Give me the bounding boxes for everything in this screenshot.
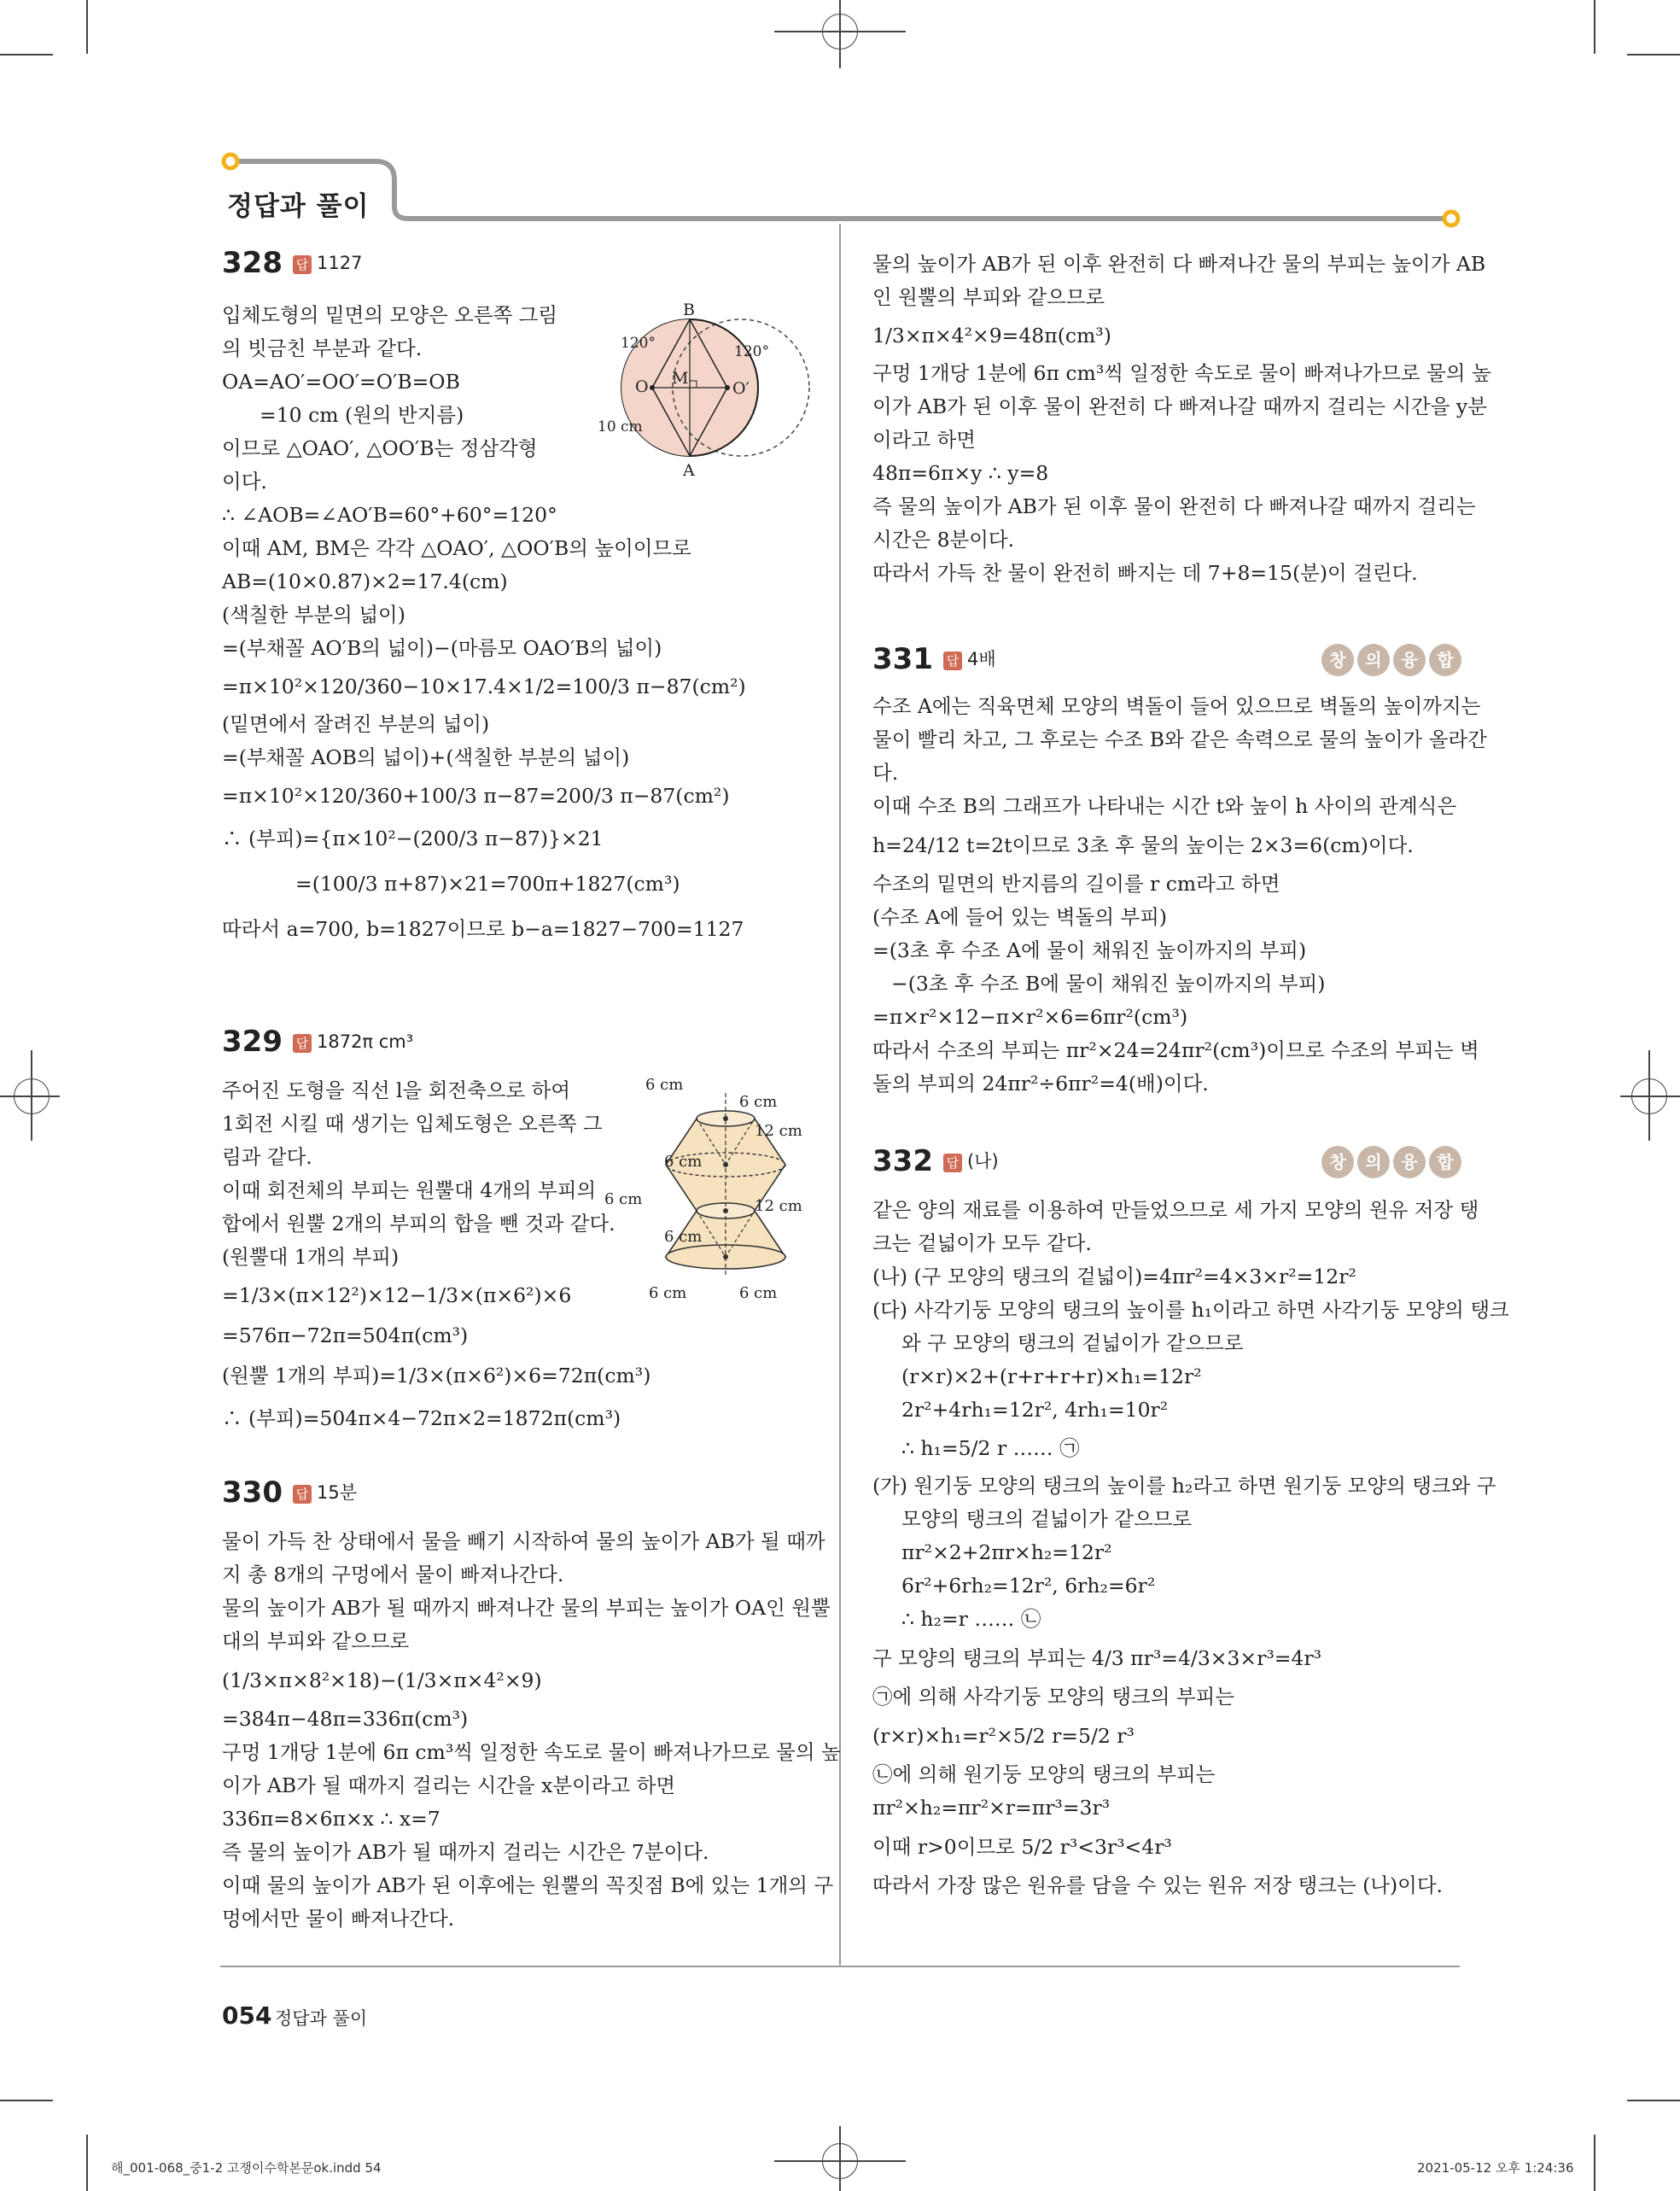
text-line: ∴ h₁=5/2 r …… ㉠ [901, 1436, 1080, 1460]
text-line: 이때 수조 B의 그래프가 나타내는 시간 t와 높이 h 사이의 관계식은 [872, 794, 1457, 818]
text-line: 즉 물의 높이가 AB가 될 때까지 걸리는 시간은 7분이다. [222, 1840, 709, 1864]
answer-mark-icon: 답 [943, 1154, 962, 1172]
text-line: 구멍 1개당 1분에 6π cm³씩 일정한 속도로 물이 빠져나가므로 물의 높 [222, 1740, 841, 1764]
figure-label-length: 6 cm [664, 1228, 703, 1246]
text-line: 인 원뿔의 부피와 같으므로 [872, 285, 1105, 309]
text-line: 구멍 1개당 1분에 6π cm³씩 일정한 속도로 물이 빠져나가므로 물의 높 [872, 361, 1491, 385]
text-line: −(3초 후 수조 B에 물이 채워진 높이까지의 부피) [891, 972, 1326, 996]
text-line: =384π−48π=336π(cm³) [222, 1707, 469, 1731]
problem-332-heading [872, 1144, 999, 1178]
answer-value: 1872π cm³ [316, 1031, 414, 1052]
text-line: =10 cm (원의 반지름) [260, 403, 464, 427]
text-line: =π×r²×12−π×r²×6=6πr²(cm³) [872, 1005, 1188, 1029]
text-line: (나) (구 모양의 탱크의 겉넓이)=4πr²=4×3×r²=12r² [872, 1265, 1356, 1288]
text-line: 모양의 탱크의 겉넓이가 같으므로 [901, 1507, 1193, 1531]
text-line: 시간은 8분이다. [872, 528, 1015, 552]
text-line: OA=AO′=OO′=O′B=OB [222, 370, 460, 394]
problem-329-heading [222, 1025, 413, 1059]
text-line: 수조 A에는 직육면체 모양의 벽돌이 들어 있으므로 벽돌의 높이까지는 [872, 694, 1481, 718]
badge-char: 합 [1429, 1146, 1461, 1178]
text-line: =(부채꼴 AOB의 넓이)+(색칠한 부분의 넓이) [222, 745, 630, 769]
text-line: 크는 겉넓이가 모두 같다. [872, 1231, 1092, 1255]
text-line: 이가 AB가 된 이후 물이 완전히 다 빠져나갈 때까지 걸리는 시간을 y분 [872, 394, 1487, 418]
figure-label-length: 12 cm [755, 1197, 802, 1215]
text-line: ∴ h₂=r …… ㉡ [901, 1607, 1041, 1631]
badge-char: 융 [1393, 644, 1426, 676]
figure-label-length: 10 cm [598, 418, 643, 435]
text-line: 이가 AB가 될 때까지 걸리는 시간을 x분이라고 하면 [222, 1773, 676, 1797]
text-line: ∴ (부피)=504π×4−72π×2=1872π(cm³) [222, 1406, 621, 1430]
text-line: =π×10²×120/360−10×17.4×1/2=100/3 π−87(cm²) [222, 675, 746, 698]
figure-label-A: A [683, 461, 695, 480]
text-line: 입체도형의 밑면의 모양은 오른쪽 그림 [222, 303, 558, 327]
text-line: (원뿔 1개의 부피)=1/3×(π×6²)×6=72π(cm³) [222, 1364, 651, 1388]
answer-value: (나) [966, 1151, 999, 1171]
problem-331-heading [872, 642, 996, 676]
page-number: 054 [222, 2001, 272, 2030]
answer-mark-icon: 답 [293, 255, 312, 274]
problem-number: 330 [222, 1475, 283, 1510]
text-line: AB=(10×0.87)×2=17.4(cm) [222, 570, 508, 593]
text-line: 돌의 부피의 24πr²÷6πr²=4(배)이다. [872, 1072, 1209, 1096]
problem-330-heading [222, 1475, 357, 1510]
text-line: (수조 A에 들어 있는 벽돌의 부피) [872, 905, 1168, 929]
text-line: 대의 부피와 같으므로 [222, 1629, 410, 1653]
figure-329-solid [640, 1084, 811, 1281]
answer-mark-icon: 답 [293, 1485, 312, 1504]
text-line: 물이 빨리 차고, 그 후로는 수조 B와 같은 속력으로 물의 높이가 올라간 [872, 727, 1487, 751]
text-line: ∴ ∠AOB=∠AO′B=60°+60°=120° [222, 503, 557, 527]
text-line: ∴ (부피)={π×10²−(200/3 π−87)}×21 [222, 827, 604, 850]
text-line: (가) 원기둥 모양의 탱크의 높이를 h₂라고 하면 원기둥 모양의 탱크와 구 [872, 1474, 1496, 1498]
problem-number: 329 [222, 1025, 283, 1059]
text-line: 와 구 모양의 탱크의 겉넓이가 같으므로 [901, 1331, 1244, 1355]
text-line: πr²×h₂=πr²×r=πr³=3r³ [872, 1796, 1111, 1820]
answer-value: 1127 [316, 253, 363, 273]
text-line: 이다. [222, 470, 267, 494]
text-line: 같은 양의 재료를 이용하여 만들었으므로 세 가지 모양의 원유 저장 탱 [872, 1198, 1479, 1222]
answer-mark-icon: 답 [293, 1034, 312, 1053]
text-line: 이때 물의 높이가 AB가 된 이후에는 원뿔의 꼭짓점 B에 있는 1개의 구 [222, 1873, 834, 1897]
text-line: 물이 가득 찬 상태에서 물을 빼기 시작하여 물의 높이가 AB가 될 때까 [222, 1529, 825, 1553]
footer-label: 정답과 풀이 [275, 2008, 368, 2029]
text-line: (r×r)×2+(r+r+r+r)×h₁=12r² [901, 1364, 1202, 1388]
answer-mark-icon: 답 [943, 651, 962, 670]
text-line: 구 모양의 탱크의 부피는 4/3 πr³=4/3×3×r³=4r³ [872, 1646, 1322, 1670]
text-line: 수조의 밑면의 반지름의 길이를 r cm라고 하면 [872, 872, 1280, 896]
text-line: 물의 높이가 AB가 된 이후 완전히 다 빠져나간 물의 부피는 높이가 AB [872, 252, 1486, 276]
figure-label-O-prime: O′ [732, 379, 750, 398]
figure-label-length: 12 cm [755, 1122, 802, 1140]
badge-char: 의 [1357, 644, 1390, 676]
problem-329-body [222, 1074, 650, 1440]
text-line: 6r²+6rh₂=12r², 6rh₂=6r² [901, 1574, 1156, 1598]
answer-value: 15분 [316, 1482, 357, 1503]
slug-date: 2021-05-12 오후 1:24:36 [1417, 2160, 1574, 2176]
text-line: (원뿔대 1개의 부피) [222, 1245, 400, 1269]
figure-label-B: B [683, 301, 695, 319]
text-line: 1회전 시킬 때 생기는 입체도형은 오른쪽 그 [222, 1112, 603, 1136]
text-line: 이때 AM, BM은 각각 △OAO′, △OO′B의 높이이므로 [222, 536, 691, 560]
figure-label-length: 6 cm [664, 1153, 703, 1171]
text-line: (다) 사각기둥 모양의 탱크의 높이를 h₁이라고 하면 사각기둥 모양의 탱크 [872, 1298, 1509, 1322]
text-line: 이므로 △OAO′, △OO′B는 정삼각형 [222, 436, 538, 460]
text-line: (색칠한 부분의 넓이) [222, 603, 405, 627]
text-line: 이때 회전체의 부피는 원뿔대 4개의 부피의 [222, 1178, 597, 1202]
figure-label-O: O [635, 377, 649, 396]
text-line: πr²×2+2πr×h₂=12r² [901, 1540, 1112, 1564]
figure-label-M: M [672, 369, 689, 388]
text-line: 지 총 8개의 구멍에서 물이 빠져나간다. [222, 1563, 564, 1586]
text-line: 주어진 도형을 직선 l을 회전축으로 하여 [222, 1078, 571, 1102]
problem-331-body [872, 690, 1487, 1101]
text-line: 336π=8×6π×x ∴ x=7 [222, 1807, 440, 1831]
badge-char: 합 [1429, 644, 1461, 676]
text-line: =π×10²×120/360+100/3 π−87=200/3 π−87(cm²) [222, 784, 730, 808]
text-line: 48π=6π×y ∴ y=8 [872, 461, 1049, 485]
figure-label-length: 6 cm [645, 1076, 684, 1094]
text-line: 합에서 원뿔 2개의 부피의 합을 뺀 것과 같다. [222, 1212, 615, 1236]
creative-convergence-badge [1321, 1146, 1461, 1178]
text-line: 이때 r>0이므로 5/2 r³<3r³<4r³ [872, 1835, 1172, 1859]
text-line: 따라서 수조의 부피는 πr²×24=24πr²(cm³)이므로 수조의 부피는 벽 [872, 1038, 1479, 1062]
problem-330-body [222, 1525, 841, 1936]
text-line: ㉡에 의해 원기둥 모양의 탱크의 부피는 [872, 1762, 1216, 1786]
figure-label-length: 6 cm [649, 1284, 687, 1302]
text-line: 1/3×π×4²×9=48π(cm³) [872, 324, 1111, 348]
text-line: =576π−72π=504π(cm³) [222, 1323, 469, 1347]
problem-332-body [872, 1194, 1509, 1902]
text-line: 따라서 가장 많은 원유를 담을 수 있는 원유 저장 탱크는 (나)이다. [872, 1873, 1444, 1897]
text-line: 물의 높이가 AB가 될 때까지 빠져나간 물의 부피는 높이가 OA인 원뿔 [222, 1596, 831, 1620]
figure-label-angle: 120° [621, 335, 656, 352]
problem-330-continued [872, 248, 1491, 590]
badge-char: 창 [1321, 1146, 1354, 1178]
problem-number: 328 [222, 246, 283, 280]
figure-label-length: 6 cm [739, 1284, 778, 1302]
text-line: h=24/12 t=2t이므로 3초 후 물의 높이는 2×3=6(cm)이다. [872, 833, 1414, 857]
badge-char: 창 [1321, 644, 1354, 676]
text-line: (r×r)×h₁=r²×5/2 r=5/2 r³ [872, 1724, 1135, 1748]
problem-328-heading [222, 246, 362, 280]
problem-number: 331 [872, 642, 933, 676]
text-line: (밑면에서 잘려진 부분의 넓이) [222, 712, 490, 736]
badge-char: 의 [1357, 1146, 1390, 1178]
slug-filename: 해_001-068_중1-2 고쟁이수학본문ok.indd 54 [111, 2160, 382, 2176]
page-title: 정답과 풀이 [227, 191, 370, 222]
answer-value: 4배 [966, 649, 996, 669]
text-line: 다. [872, 761, 899, 785]
badge-char: 융 [1393, 1146, 1426, 1178]
text-line: =1/3×(π×12²)×12−1/3×(π×6²)×6 [222, 1283, 572, 1307]
text-line: 2r²+4rh₁=12r², 4rh₁=10r² [901, 1398, 1169, 1422]
figure-label-angle: 120° [734, 343, 769, 360]
footer-rule [220, 1966, 1460, 1967]
text-line: 따라서 a=700, b=1827이므로 b−a=1827−700=1127 [222, 917, 744, 941]
problem-number: 332 [872, 1144, 933, 1178]
figure-label-length: 6 cm [604, 1190, 643, 1208]
text-line: 따라서 가득 찬 물이 완전히 빠지는 데 7+8=15(분)이 걸린다. [872, 561, 1418, 585]
text-line: (1/3×π×8²×18)−(1/3×π×4²×9) [222, 1668, 542, 1692]
text-line: ㉠에 의해 사각기둥 모양의 탱크의 부피는 [872, 1685, 1235, 1709]
figure-label-length: 6 cm [739, 1093, 778, 1111]
text-line: 의 빗금친 부분과 같다. [222, 336, 423, 360]
text-line: 림과 같다. [222, 1145, 312, 1169]
text-line: 이라고 하면 [872, 428, 976, 452]
text-line: =(100/3 π+87)×21=700π+1827(cm³) [295, 872, 680, 896]
text-line: =(3초 후 수조 A에 물이 채워진 높이까지의 부피) [872, 938, 1307, 962]
creative-convergence-badge [1321, 644, 1461, 676]
text-line: =(부채꼴 AO′B의 넓이)−(마름모 OAO′B의 넓이) [222, 636, 662, 660]
text-line: 멍에서만 물이 빠져나간다. [222, 1907, 455, 1931]
text-line: 즉 물의 높이가 AB가 된 이후 물이 완전히 다 빠져나갈 때까지 걸리는 [872, 494, 1476, 518]
figure-328-circles [570, 299, 818, 487]
